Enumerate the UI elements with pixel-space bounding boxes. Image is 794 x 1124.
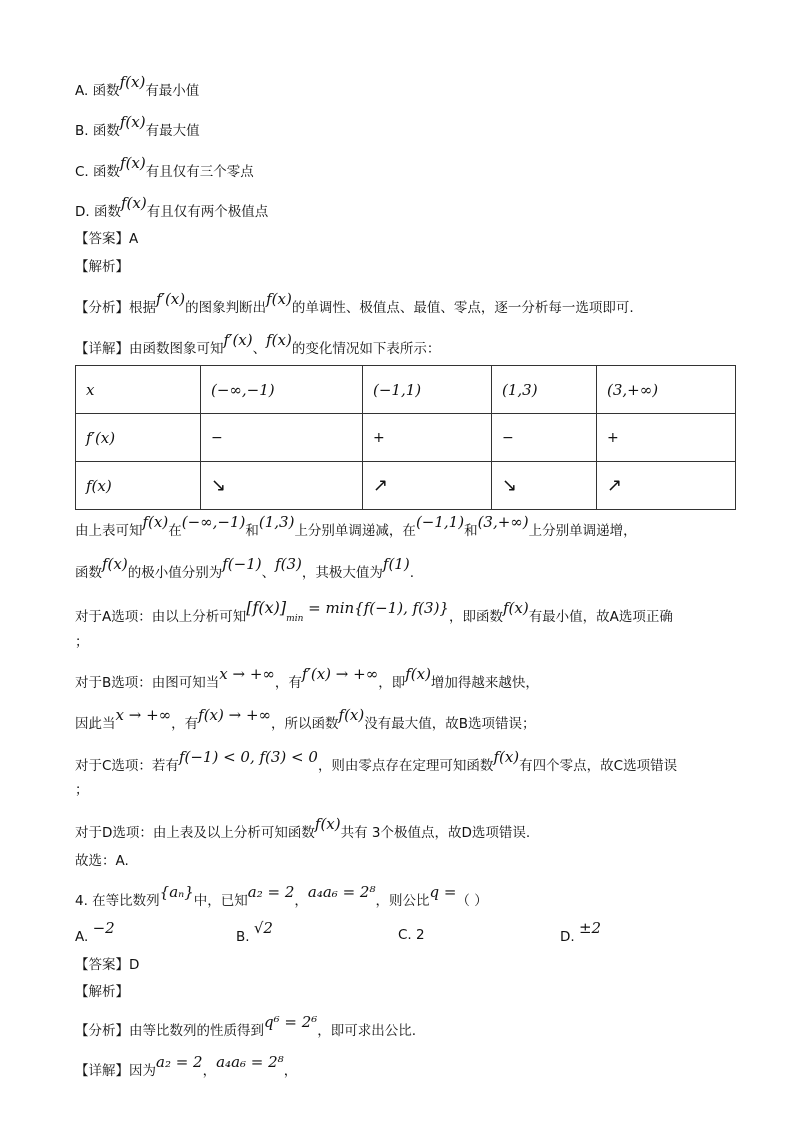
fenxi-line: 【分析】根据f′(x)的图象判断出f(x)的单调性、极值点、最值、零点，逐一分析每一选项即可.	[75, 290, 634, 316]
q4-option-a: A. −2	[75, 919, 115, 945]
analysis-label: 【解析】	[75, 259, 129, 275]
option-c-analysis-end: ；	[75, 782, 89, 798]
option-d: D. 函数f(x)有且仅有两个极值点	[75, 194, 269, 220]
answer-line-2: 【答案】D	[75, 957, 140, 973]
option-c: C. 函数f(x)有且仅有三个零点	[75, 154, 254, 180]
question-4: 4. 在等比数列{aₙ}中，已知a₂ = 2，a₄a₆ = 2⁸，则公比q =（ ）	[75, 883, 488, 909]
xiangjie-line-2: 【详解】因为a₂ = 2，a₄a₆ = 2⁸，	[75, 1053, 298, 1079]
analysis-label-2: 【解析】	[75, 984, 129, 1000]
extrema-line: 函数f(x)的极小值分别为f(−1)、f(3)，其极大值为f(1).	[75, 555, 415, 581]
option-b: B. 函数f(x)有最大值	[75, 113, 200, 139]
fenxi-line-2: 【分析】由等比数列的性质得到q⁶ = 2⁶，即可求出公比.	[75, 1013, 417, 1039]
fx-formula: f(x)	[119, 73, 146, 91]
option-a: A. 函数f(x)有最小值	[75, 73, 200, 99]
sign-table	[75, 365, 736, 510]
table-row: x (−∞,−1) (−1,1) (1,3) (3,+∞)	[76, 366, 736, 414]
conclusion: 故选：A.	[75, 853, 129, 869]
fx-formula: f(x)	[120, 154, 146, 172]
option-d-analysis: 对于D选项：由上表及以上分析可知函数f(x)共有 3个极值点，故D选项错误.	[75, 815, 531, 841]
option-a-analysis-end: ；	[75, 634, 89, 650]
decreasing-arrow-icon: ↘	[201, 462, 363, 510]
increasing-arrow-icon: ↗	[363, 462, 492, 510]
xiangjie-line: 【详解】由函数图象可知f′(x)、f(x)的变化情况如下表所示：	[75, 331, 441, 357]
q4-option-c: C. 2	[398, 927, 425, 943]
option-a-analysis: 对于A选项：由以上分析可知[f(x)]min = min{f(−1), f(3)}，即函数f(x)有最小值，故A选项正确	[75, 598, 673, 625]
fx-formula: f(x)	[120, 194, 147, 212]
table-row: f(x) ↘ ↗ ↘ ↗	[76, 462, 736, 510]
increasing-arrow-icon: ↗	[597, 462, 736, 510]
option-c-analysis: 对于C选项：若有f(−1) < 0, f(3) < 0，则由零点存在定理可知函数f(x)有四个零点，故C选项错误	[75, 748, 678, 774]
q4-option-d: D. ±2	[560, 919, 602, 945]
option-b-analysis: 对于B选项：由图可知当x → +∞，有f′(x) → +∞，即f(x)增加得越来越快，	[75, 665, 539, 691]
answer-line: 【答案】A	[75, 231, 139, 247]
q4-option-b: B. √2	[236, 919, 273, 945]
option-b-analysis-2: 因此当x → +∞，有f(x) → +∞，所以函数f(x)没有最大值，故B选项错误；	[75, 706, 536, 732]
table-row: f′(x) − + − +	[76, 414, 736, 462]
decreasing-arrow-icon: ↘	[492, 462, 597, 510]
monotonicity-line: 由上表可知f(x)在(−∞,−1)和(1,3)上分别单调递减，在(−1,1)和(3,+∞)上分别单调递增，	[75, 513, 637, 539]
fx-formula: f(x)	[119, 113, 146, 131]
